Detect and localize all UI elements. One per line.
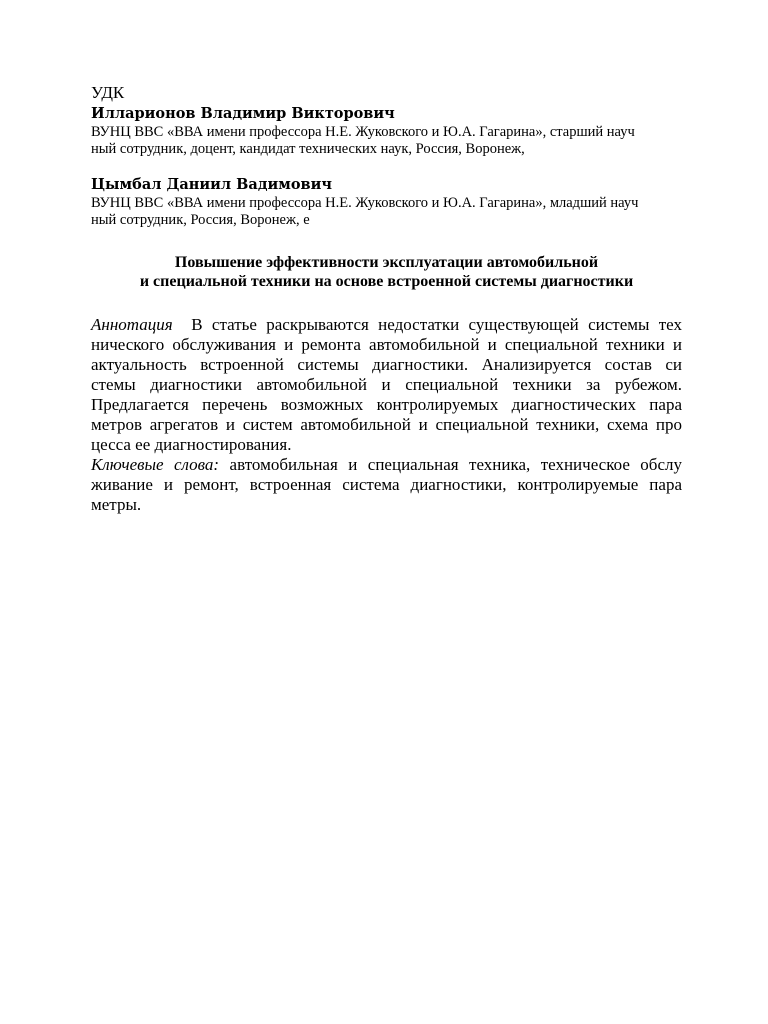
author-2-affiliation: ВУНЦ ВВС «ВВА имени профессора Н.Е. Жуковского и Ю.А. Гагарина», младший науч ный сотрудник, Россия, Воронеж, е: [91, 195, 639, 228]
abstract-line: актуальность встроенной системы диагностики. Анализируется состав си: [91, 355, 682, 374]
keywords-text: автомобильная и специальная техника, техническое обслу: [219, 455, 682, 474]
abstract-text: В статье раскрываются недостатки существующей системы тех: [172, 315, 682, 334]
author-2: [91, 175, 682, 229]
author-1-name: Илларионов Владимир Викторович: [91, 105, 395, 122]
article-title: Повышение эффективности эксплуатации автомобильной и специальной техники на основе встроенной системы диагностики: [139, 254, 634, 290]
keywords-line: метры.: [91, 495, 142, 514]
abstract-line: [91, 315, 682, 335]
keywords-line: живание и ремонт, встроенная система диагностики, контролируемые пара: [91, 475, 682, 494]
author-1-affiliation: ВУНЦ ВВС «ВВА имени профессора Н.Е. Жуковского и Ю.А. Гагарина», старший науч ный сотрудник, доцент, кандидат технических наук, Россия, Воронеж,: [91, 124, 635, 157]
abstract-line: Предлагается перечень возможных контролируемых диагностических пара: [91, 395, 682, 414]
abstract-label: Аннотация: [91, 315, 173, 334]
abstract-section: [91, 315, 682, 515]
author-2-name: Цымбал Даниил Вадимович: [91, 176, 332, 193]
udk-label: УДК: [91, 83, 125, 102]
abstract-line: метров агрегатов и систем автомобильной и специальной техники, схема про: [91, 415, 682, 434]
abstract-line: нического обслуживания и ремонта автомобильной и специальной техники и: [91, 335, 682, 354]
author-1: [91, 104, 682, 158]
abstract-line: стемы диагностики автомобильной и специальной техники за рубежом.: [91, 375, 682, 394]
abstract-line: цесса ее диагностирования.: [91, 435, 292, 454]
keywords-line: [91, 455, 682, 475]
keywords-label: Ключевые слова:: [91, 455, 220, 474]
